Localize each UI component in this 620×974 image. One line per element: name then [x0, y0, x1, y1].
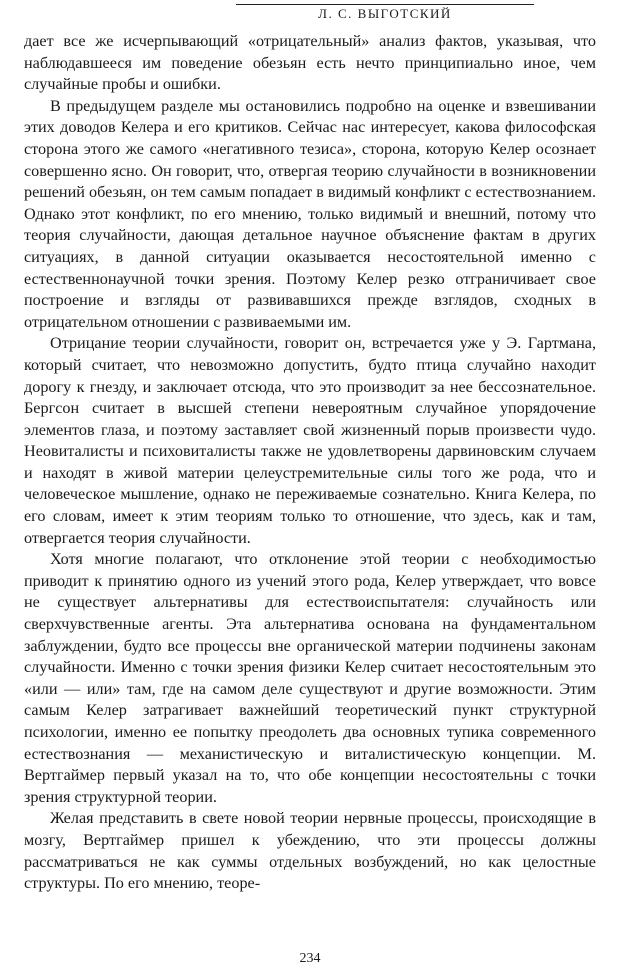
paragraph-1: дает все же исчерпывающий «отрицательный» анализ фактов, указывая, что наблюдавшееся им поведение обезьян есть нечто принципиально иное, чем случайные пробы и ошибки.: [24, 32, 596, 94]
running-head: Л. С. ВЫГОТСКИЙ: [318, 6, 452, 21]
body-text: [24, 31, 596, 895]
paragraph-2: В предыдущем разделе мы остановились подробно на оценке и взвешивании этих доводов Келера и его критиков. Сейчас нас интересует, какова философская сторона этого же самого «негативного тезиса», сторона, которую Келер осознает совершенно ясно. Он говорит, что, отвергая теорию случайности в возникновении решений обезьян, он тем самым попадает в видимый конфликт с естествознанием. Однако этот конфликт, по его мнению, только видимый и внешний, потому что теория случайности, дающая детальное научное объяснение фактам в других ситуациях, в данной ситуации оказывается несостоятельной именно с естественнонаучной точки зрения. Поэтому Келер резко отграничивает свое построение и взгляды от развивавшихся прежде взглядов, сходных в отрицательном отношении с развиваемыми им.: [24, 96, 596, 331]
paragraph-3: Отрицание теории случайности, говорит он, встречается уже у Э. Гартмана, который считает, что невозможно допустить, будто птица случайно находит дорогу к гнезду, и заключает отсюда, что это производит за нее бессознательное. Бергсон считает в высшей степени невероятным случайное упорядочение элементов глаза, и поэтому заставляет свой жизненный порыв произвести чудо. Неовиталисты и психовиталисты также не удовлетворены дарвиновским случаем и находят в живой материи целеустремительные силы того же рода, что и человеческое мышление, однако не переживаемые сознательно. Книга Келера, по его словам, имеет к этим теориям только то отношение, что здесь, как и там, отвергается теория случайности.: [24, 334, 596, 547]
page-number: 234: [299, 951, 321, 966]
paragraph-4: Хотя многие полагают, что отклонение этой теории с необходимостью приводит к принятию одного из учений этого рода, Келер утверждает, что вовсе не существует альтернативы для естествоиспытателя: случайность или сверхчувственные агенты. Эта альтернатива основана на фундаментальном заблуждении, будто все процессы вне органической материи подчинены законам случайности. Именно с точки зрения физики Келер считает несостоятельным это «или — или» там, где на самом деле существуют и другие возможности. Этим самым Келер затрагивает важнейший теоретический пункт структурной психологии, именно ее попытку преодолеть два основных тупика современного естествознания — механистическую и виталистическую концепции. М. Вертгаймер первый указал на то, что обе концепции несостоятельны с точки зрения структурной теории.: [24, 550, 596, 806]
paragraph-5: Желая представить в свете новой теории нервные процессы, происходящие в мозгу, Вертгаймер пришел к убеждению, что эти процессы должны рассматриваться не как суммы отдельных возбуждений, но как целостные структуры. По его мнению, теоре-: [24, 809, 596, 893]
